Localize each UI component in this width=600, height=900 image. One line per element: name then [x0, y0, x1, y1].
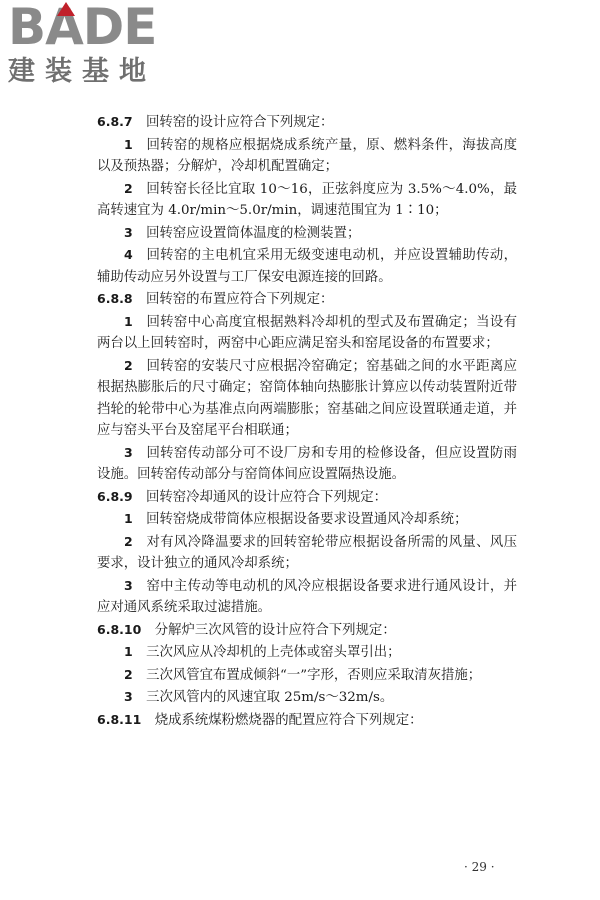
- item-number: 3: [124, 444, 133, 460]
- item-number: 3: [124, 224, 133, 240]
- item-text: 窑中主传动等电动机的风冷应根据设备要求进行通风设计，并应对通风系统采取过滤措施。: [97, 578, 517, 615]
- item-text: 回转窑的规格应根据烧成系统产量，原、燃料条件，海拔高度以及预热器；分解炉，冷却机配置确定；: [97, 137, 517, 174]
- logo-subtitle: 建装基地: [8, 56, 156, 87]
- clause-paragraph: [97, 288, 517, 311]
- list-item: [97, 178, 517, 222]
- item-number: 2: [124, 357, 133, 373]
- item-number: 2: [124, 533, 133, 549]
- list-item: [97, 508, 517, 531]
- clause-text: 回转窑的布置应符合下列规定：: [145, 292, 334, 307]
- clause-paragraph: [97, 709, 517, 732]
- item-number: 3: [124, 577, 133, 593]
- item-number: 4: [124, 247, 133, 262]
- list-item: [97, 664, 517, 687]
- item-text: 三次风管宜布置成倾斜“一”字形，否则应采取清灰措施；: [146, 667, 482, 683]
- document-body: [97, 111, 517, 731]
- logo-word-text: BADE: [8, 0, 157, 56]
- item-text: 三次风应从冷却机的上壳体或窑头罩引出；: [146, 645, 401, 660]
- item-text: 回转窑的主电机宜采用无级变速电动机，并应设置辅助传动，辅助传动应另外设置与工厂保安电源连接的回路。: [97, 248, 517, 285]
- item-number: 1: [124, 644, 133, 659]
- list-item: [97, 134, 517, 178]
- bade-logo: [8, 0, 173, 88]
- item-text: 回转窑烧成带筒体应根据设备要求设置通风冷却系统；: [146, 512, 468, 527]
- list-item: [97, 222, 517, 245]
- list-item: [97, 244, 517, 288]
- clause-text: 回转窑冷却通风的设计应符合下列规定：: [145, 489, 388, 505]
- item-text: 回转窑的安装尺寸应根据冷窑确定；窑基础之间的水平距离应根据热膨胀后的尺寸确定；窑筒体轴向热膨胀计算应以传动装置附近带挡轮的轮带中心为基准点向两端膨胀；窑基础之间应设置联通走道，并应与窑头平台及窑尾平台相联通；: [97, 358, 517, 438]
- logo-accent-triangle: [57, 2, 75, 16]
- list-item: [97, 531, 517, 575]
- item-number: 1: [124, 511, 133, 526]
- list-item: [97, 686, 517, 709]
- clause-number: 6.8.9: [97, 488, 133, 504]
- clause-number: 6.8.11: [97, 711, 142, 727]
- clause-paragraph: [97, 111, 517, 134]
- list-item: [97, 575, 517, 619]
- clause-number: 6.8.7: [97, 114, 133, 129]
- clause-number: 6.8.8: [97, 291, 133, 306]
- item-number: 2: [124, 666, 133, 682]
- logo-wordmark: [8, 0, 173, 56]
- item-text: 回转窑应设置筒体温度的检测装置；: [146, 225, 361, 241]
- list-item: [97, 311, 517, 355]
- list-item: [97, 442, 517, 486]
- list-item: [97, 355, 517, 442]
- item-number: 2: [124, 180, 133, 196]
- clause-paragraph: [97, 486, 517, 509]
- clause-text: 回转窑的设计应符合下列规定：: [145, 115, 334, 130]
- item-text: 对有风冷降温要求的回转窑轮带应根据设备所需的风量、风压要求，设计独立的通风冷却系统；: [97, 534, 517, 571]
- page-number: · 29 ·: [464, 860, 495, 874]
- item-number: 3: [124, 689, 133, 704]
- clause-number: 6.8.10: [97, 621, 142, 637]
- item-number: 1: [124, 136, 133, 152]
- item-text: 三次风管内的风速宜取 25m/s～32m/s。: [146, 690, 394, 705]
- clause-text: 分解炉三次风管的设计应符合下列规定：: [154, 622, 396, 638]
- clause-paragraph: [97, 619, 517, 642]
- list-item: [97, 641, 517, 664]
- item-number: 1: [124, 313, 133, 329]
- item-text: 回转窑长径比宜取 10～16，正弦斜度应为 3.5%～4.0%，最高转速宜为 4.0r/min～5.0r/min，调速范围宜为 1∶10；: [97, 181, 517, 218]
- item-text: 回转窑传动部分可不设厂房和专用的检修设备，但应设置防雨设施。回转窑传动部分与窑筒体间应设置隔热设施。: [97, 445, 517, 482]
- clause-text: 烧成系统煤粉燃烧器的配置应符合下列规定：: [154, 712, 423, 728]
- item-text: 回转窑中心高度宜根据熟料冷却机的型式及布置确定；当设有两台以上回转窑时，两窑中心距应满足窑头和窑尾设备的布置要求；: [97, 314, 517, 351]
